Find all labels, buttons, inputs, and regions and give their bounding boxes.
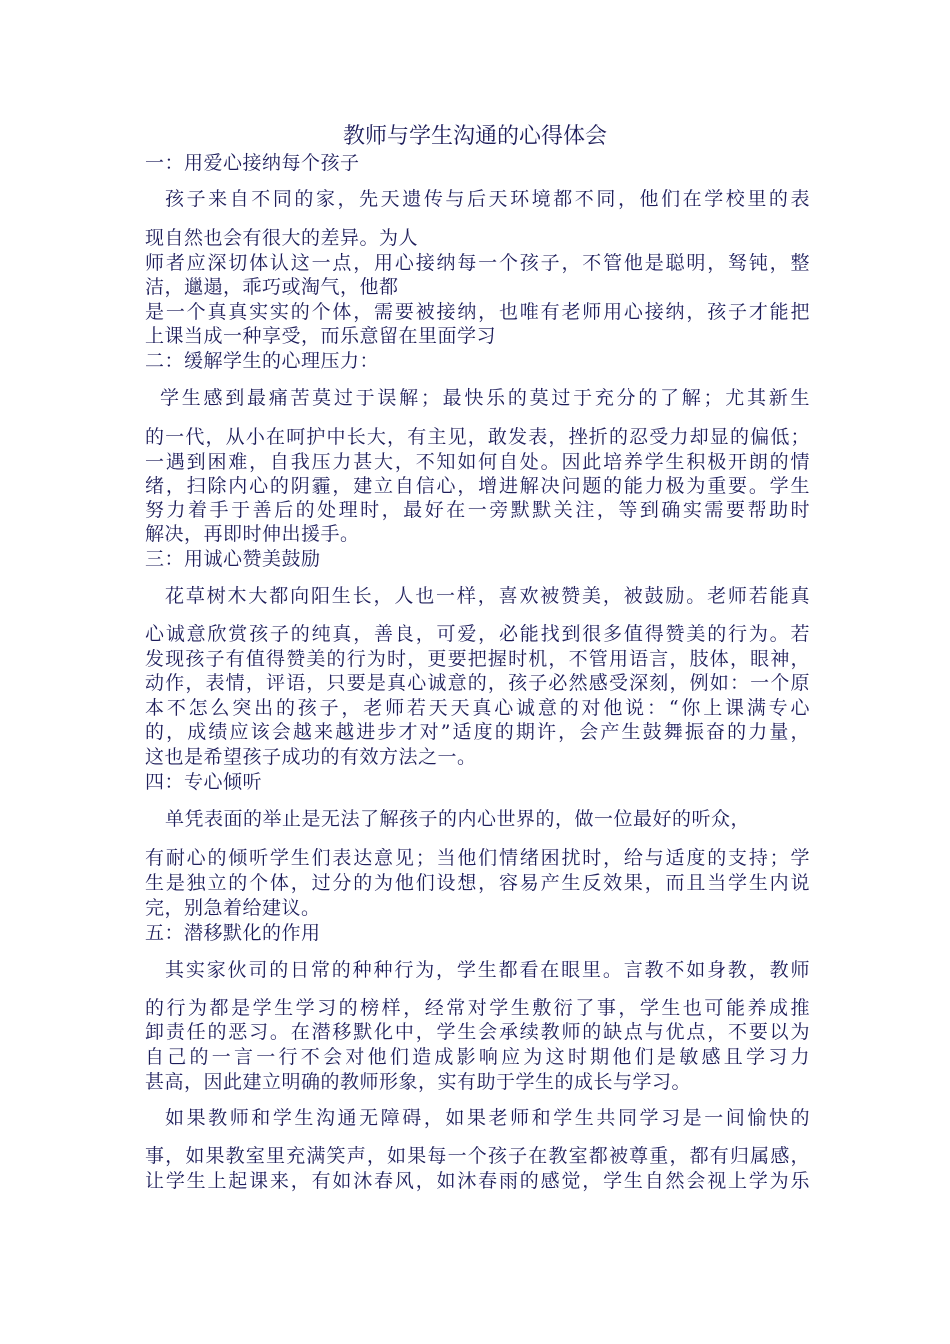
paragraph-line: 洁，邋遢，乖巧或淘气，他都 [145,276,399,298]
paragraph-line: 自己的一言一行不会对他们造成影响应为这时期他们是敏感且学习力 [145,1046,810,1068]
paragraph-line: 的一代，从小在呵护中长大，有主见，敢发表，挫折的忍受力却显的偏低； [145,426,810,448]
paragraph-line: 是一个真真实实的个体，需要被接纳，也唯有老师用心接纳，孩子才能把 [145,301,810,323]
paragraph-line: 的，成绩应该会越来越进步才对”适度的期许，会产生鼓舞振奋的力量， [145,721,810,743]
section-heading-3: 三：用诚心赞美鼓励 [145,548,321,570]
paragraph-line: 这也是希望孩子成功的有效方法之一。 [145,746,477,768]
paragraph-line: 其实家伙司的日常的种种行为，学生都看在眼里。言教不如身教，教师 [165,959,810,981]
paragraph-line: 学生感到最痛苦莫过于误解；最快乐的莫过于充分的了解；尤其新生 [160,387,810,409]
paragraph-line: 现自然也会有很大的差异。为人 [145,227,419,249]
paragraph-line: 努力着手于善后的处理时，最好在一旁默默关注，等到确实需要帮助时 [145,499,810,521]
paragraph-line: 本不怎么突出的孩子，老师若天天真心诚意的对他说：“你上课满专心 [145,697,810,719]
paragraph-line: 有耐心的倾听学生们表达意见；当他们情绪困扰时，给与适度的支持；学 [145,847,810,869]
paragraph-line: 一遇到困难，自我压力甚大，不知如何自处。因此培养学生积极开朗的情 [145,451,810,473]
section-heading-5: 五：潜移默化的作用 [145,922,321,944]
paragraph-line: 绪，扫除内心的阴霾，建立自信心，增进解决问题的能力极为重要。学生 [145,475,810,497]
paragraph-line: 卸责任的恶习。在潜移默化中，学生会承续教师的缺点与优点，不要以为 [145,1021,810,1043]
paragraph-line: 生是独立的个体，过分的为他们设想，容易产生反效果，而且当学生内说 [145,872,810,894]
paragraph-line: 如果教师和学生沟通无障碍，如果老师和学生共同学习是一间愉快的 [165,1107,810,1129]
paragraph-line: 孩子来自不同的家，先天遗传与后天环境都不同，他们在学校里的表 [165,188,810,210]
paragraph-line: 花草树木大都向阳生长，人也一样，喜欢被赞美，被鼓励。老师若能真 [165,585,810,607]
paragraph-line: 师者应深切体认这一点，用心接纳每一个孩子，不管他是聪明，驽钝，整 [145,252,810,274]
paragraph-line: 发现孩子有值得赞美的行为时，更要把握时机，不管用语言，肢体，眼神， [145,648,810,670]
paragraph-line: 单凭表面的举止是无法了解孩子的内心世界的，做一位最好的听众， [165,808,751,830]
paragraph-line: 上课当成一种享受，而乐意留在里面学习 [145,325,497,347]
document-title: 教师与学生沟通的心得体会 [342,124,607,149]
paragraph-line: 甚高，因此建立明确的教师形象，实有助于学生的成长与学习。 [145,1071,692,1093]
section-heading-4: 四：专心倾听 [145,771,263,793]
paragraph-line: 让学生上起课来，有如沐春风，如沐春雨的感觉，学生自然会视上学为乐 [145,1170,810,1192]
paragraph-line: 动作，表情，评语，只要是真心诚意的，孩子必然感受深刻，例如：一个原 [145,672,810,694]
section-heading-2: 二：缓解学生的心理压力： [145,350,380,372]
paragraph-line: 的行为都是学生学习的榜样，经常对学生敷衍了事，学生也可能养成推 [145,997,810,1019]
paragraph-line: 心诚意欣赏孩子的纯真，善良，可爱，必能找到很多值得赞美的行为。若 [145,623,810,645]
section-heading-1: 一：用爱心接纳每个孩子 [145,152,360,174]
paragraph-line: 解决，再即时伸出援手。 [145,523,360,545]
paragraph-line: 事，如果教室里充满笑声，如果每一个孩子在教室都被尊重，都有归属感， [145,1145,810,1167]
paragraph-line: 完，别急着给建议。 [145,897,321,919]
